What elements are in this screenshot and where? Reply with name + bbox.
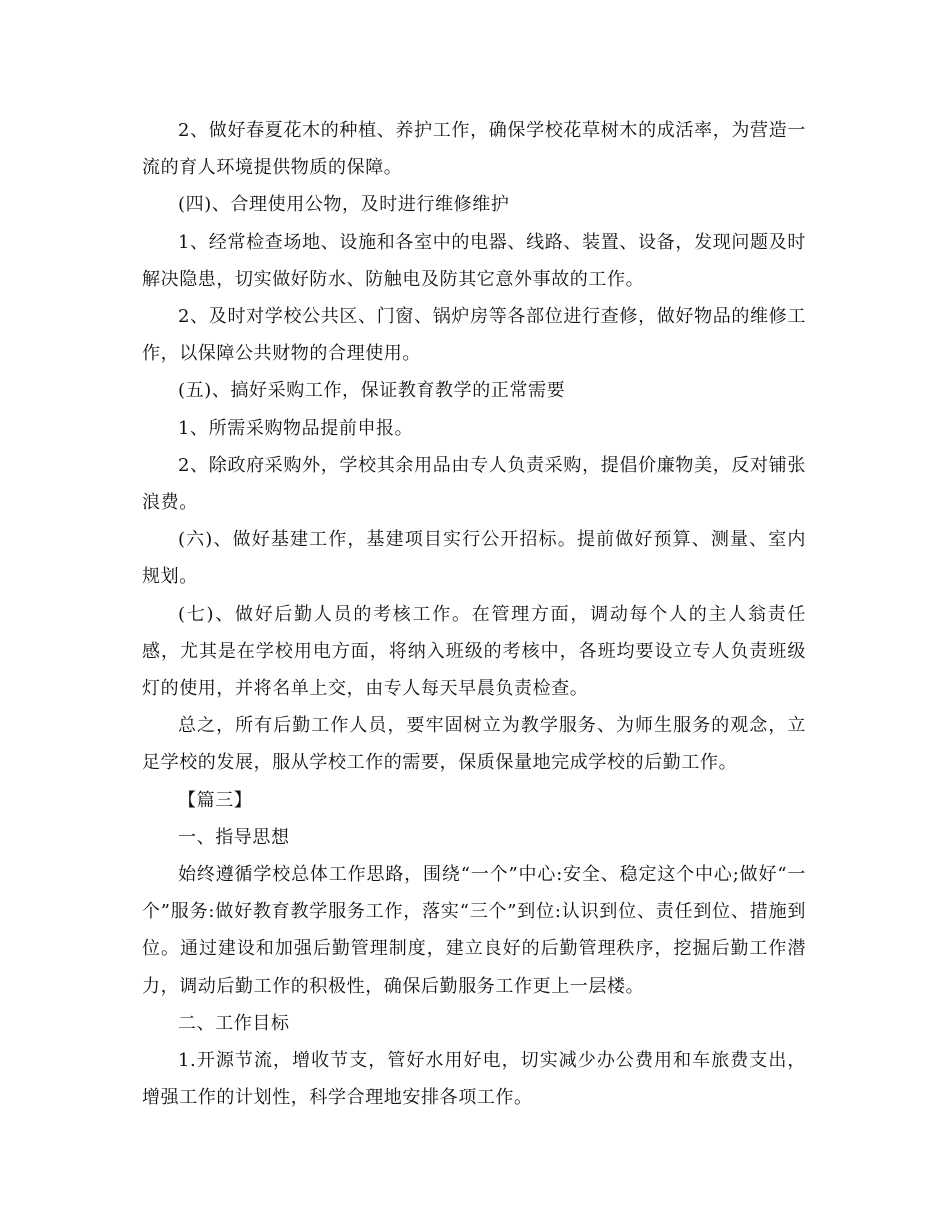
paragraph-procurement-staff: 2、除政府采购外，学校其余用品由专人负责采购，提倡价廉物美，反对铺张浪费。 [142, 454, 806, 514]
heading-guiding-ideology: 一、指导思想 [178, 826, 290, 848]
heading-section-five: (五)、搞好采购工作，保证教育教学的正常需要 [178, 380, 566, 402]
paragraph-procurement-request: 1、所需采购物品提前申报。 [178, 417, 414, 439]
heading-section-four: (四)、合理使用公物，及时进行维修维护 [178, 194, 510, 216]
paragraph-guiding-ideology: 始终遵循学校总体工作思路，围绕“一个”中心:安全、稳定这个中心;做好“一个”服务:做好教育教学服务工作，落实“三个”到位:认识到位、责任到位、措施到位。通过建设和加强后勤管理制度，建立良好的后勤管理秩序，挖掘后勤工作潜力，调动后勤工作的积极性，确保后勤服务工作更上一层楼。 [142, 864, 806, 997]
paragraph-work-goal-one: 1.开源节流，增收节支，管好水用好电，切实减少办公费用和车旅费支出，增强工作的计划性，科学合理地安排各项工作。 [142, 1050, 806, 1109]
paragraph-repairs: 2、及时对学校公共区、门窗、锅炉房等各部位进行查修，做好物品的维修工作，以保障公共财物的合理使用。 [142, 306, 806, 365]
heading-section-seven: (七)、做好后勤人员的考核工作。在管理方面，调动每个人的主人翁责任感，尤其是在学校用电方面，将纳入班级的考核中，各班均要设立专人负责班级灯的使用，并将名单上交，由专人每天早晨负责检查。 [142, 603, 806, 700]
heading-section-six: (六)、做好基建工作，基建项目实行公开招标。提前做好预算、测量、室内规划。 [142, 529, 806, 588]
paragraph-inspection: 1、经常检查场地、设施和各室中的电器、线路、装置、设备，发现问题及时解决隐患，切实做好防水、防触电及防其它意外事故的工作。 [142, 231, 806, 290]
heading-work-goals: 二、工作目标 [178, 1012, 290, 1034]
heading-part-three: 【篇三】 [178, 789, 253, 811]
paragraph-summary: 总之，所有后勤工作人员，要牢固树立为教学服务、为师生服务的观念，立足学校的发展，服从学校工作的需要，保质保量地完成学校的后勤工作。 [142, 715, 806, 774]
paragraph-spring-summer-planting: 2、做好春夏花木的种植、养护工作，确保学校花草树木的成活率，为营造一流的育人环境提供物质的保障。 [142, 120, 806, 179]
document-body [142, 112, 806, 1116]
